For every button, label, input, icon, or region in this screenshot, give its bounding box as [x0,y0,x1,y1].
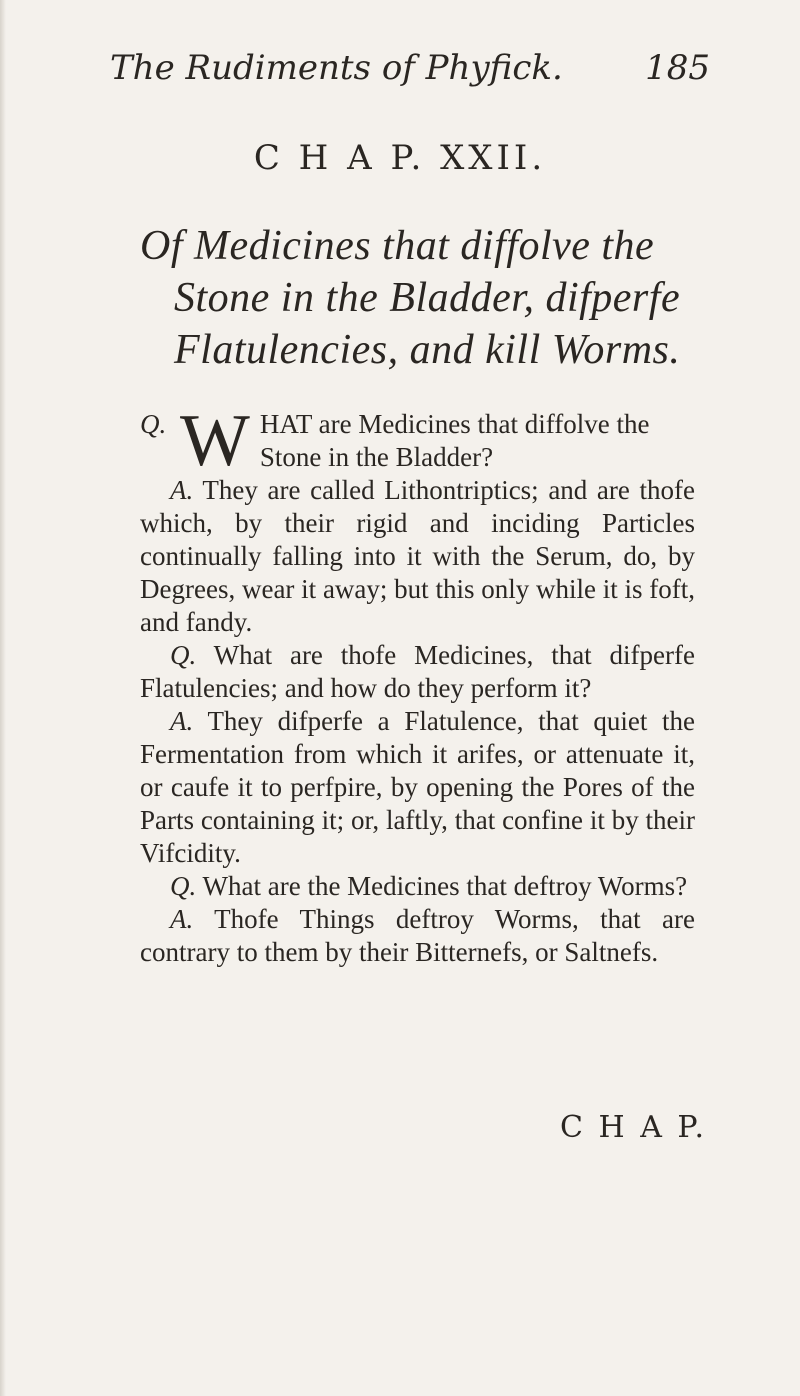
running-head [110,38,710,98]
answer-2 [140,705,695,870]
answer-3 [140,903,695,969]
page-number: 185 [645,48,710,88]
chapter-title-line-1: Of Medicines that diffolve the [140,223,655,269]
chapter-title-line-3: Flatulencies, and kill Worms. [174,327,681,373]
question-2 [140,639,695,705]
question-1-text: HAT are Medicines that diffolve the Stone in the Bladder? [259,409,650,472]
page-gutter-shadow [0,0,6,1396]
answer-1 [140,474,695,639]
answer-1-text: They are called Lithontriptics; and are thofe which, by their rigid and inciding Particles continually falling into it with the Serum, do, by Degrees, wear it away; but this only while it is foft, and fandy. [140,475,696,637]
body-text [140,400,696,969]
running-head-title: The Rudiments of Phyfick. [110,48,563,88]
chapter-title [140,220,700,376]
answer-2-text: They difperfe a Flatulence, that quiet the Fermentation from which it arifes, or attenuate it, or caufe it to perfpire, by opening the Pores of the Parts containing it; or, laftly, that confine it by their Vifcidity. [140,706,695,868]
answer-3-text: Thofe Things deftroy Worms, that are contrary to them by their Bitternefs, or Saltnefs. [140,904,695,967]
question-mark-3: Q. [170,871,197,901]
chapter-heading: C H A P. XXII. [253,138,547,178]
answer-mark-1: A. [170,475,194,505]
chapter-title-line-2: Stone in the Bladder, difperfe [174,275,681,321]
question-mark-2: Q. [170,640,197,670]
question-2-text: What are thofe Medicines, that difperfe Flatulencies; and how do they perform it? [140,640,695,703]
question-mark-1: Q. [140,409,167,439]
answer-mark-3: A. [170,904,194,934]
question-3 [140,870,695,903]
drop-cap: W [180,400,250,482]
question-3-text: What are the Medicines that deftroy Worms? [202,871,688,901]
answer-mark-2: A. [170,706,194,736]
question-1 [140,400,695,482]
catchword: C H A P. [560,1110,708,1145]
